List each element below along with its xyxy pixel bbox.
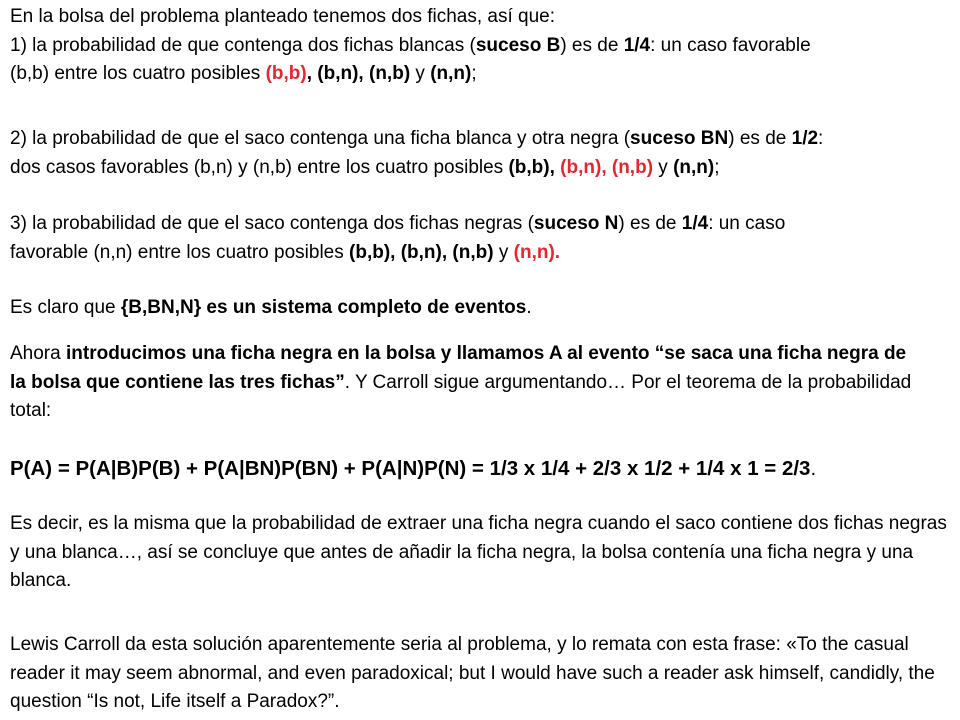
probability-value: 1/4 [623, 34, 651, 56]
text: Es decir, es la misma que la probabilidad de extraer una ficha negra cuando el saco contiene dos fichas negras y una blanca…, así se concluye que antes de añadir la ficha negra, la bolsa contenía una ficha negra y una blanca. [10, 513, 947, 591]
emphasis: introducimos una ficha negra en la bolsa y llamamos A al evento “se saca una ficha negra de la bolsa que contiene las tres fichas” [10, 343, 907, 393]
text: favorable (n,n) entre los cuatro posibles [10, 241, 350, 263]
highlighted-case: (n,n). [513, 241, 561, 263]
text: . [526, 297, 532, 318]
text: ) es de [728, 128, 792, 149]
cases: (n,n) [430, 63, 472, 84]
paragraph-carroll-quote [10, 631, 955, 717]
line [10, 154, 955, 183]
paragraph-conclusion [10, 510, 955, 596]
text: : [818, 128, 824, 149]
paragraph-event-n [10, 210, 955, 267]
line [10, 60, 955, 89]
line [10, 3, 955, 32]
probability-value: 1/4 [681, 213, 709, 234]
text: En la bolsa del problema planteado tenemos dos fichas, así que: [10, 6, 556, 27]
text: y [493, 241, 514, 263]
line [10, 210, 955, 239]
text: 3) la probabilidad de que el saco contenga dos fichas negras ( [10, 213, 534, 234]
text: 2) la probabilidad de que el saco contenga una ficha blanca y otra negra ( [10, 128, 631, 149]
paragraph-bag-intro [10, 3, 955, 89]
line [10, 239, 955, 268]
text: Es claro que [10, 297, 121, 318]
cases: (b,b), (b,n), (n,b) [349, 241, 494, 263]
paragraph-complete-system [10, 294, 955, 323]
text: ; [471, 63, 477, 84]
highlighted-case: (b,n), (n,b) [560, 156, 654, 178]
text: (b,b) entre los cuatro posibles [10, 63, 266, 84]
cases: (n,n) [673, 156, 715, 178]
text: . Y Carroll sigue argumentando… Por el teorema de la probabilidad total: [10, 371, 912, 421]
text: dos casos favorables (b,n) y (n,b) entre los cuatro posibles [10, 156, 509, 178]
event-label: suceso B [475, 34, 561, 56]
text: ; [714, 156, 720, 178]
event-label: suceso BN [630, 128, 729, 149]
paragraph-event-bn [10, 125, 955, 182]
text: ) es de [560, 34, 624, 56]
text: ) es de [618, 213, 682, 234]
text: y [653, 156, 674, 178]
highlighted-case: (b,b) [265, 63, 307, 84]
cases: , (b,n), (n,b) [306, 63, 411, 84]
cases: (b,b), [508, 156, 561, 178]
paragraph-total-probability [10, 340, 915, 426]
text: Ahora [10, 343, 66, 364]
probability-value: 1/2 [791, 128, 819, 149]
formula-total-probability [10, 455, 955, 484]
text: y [410, 63, 431, 84]
event-label: suceso N [533, 213, 619, 234]
text: : un caso [708, 213, 786, 234]
formula-text: P(A) = P(A|B)P(B) + P(A|BN)P(BN) + P(A|N)P(N) = 1/3 x 1/4 + 2/3 x 1/2 + 1/4 x 1 = 2/3 [10, 457, 811, 480]
text: : un caso favorable [650, 34, 811, 56]
line [10, 125, 955, 154]
line [10, 32, 955, 61]
text: 1) la probabilidad de que contenga dos fichas blancas ( [10, 34, 476, 56]
emphasis: {B,BN,N} es un sistema completo de eventos [120, 297, 527, 318]
text: Lewis Carroll da esta solución aparentemente seria al problema, y lo remata con esta frase: «To the casual reader it may seem abnormal, and even paradoxical; but I would have such a reader ask himself, candidly, the question “Is not, Life itself a Paradox?”. [10, 634, 935, 712]
line [10, 294, 955, 323]
text: . [810, 457, 817, 480]
